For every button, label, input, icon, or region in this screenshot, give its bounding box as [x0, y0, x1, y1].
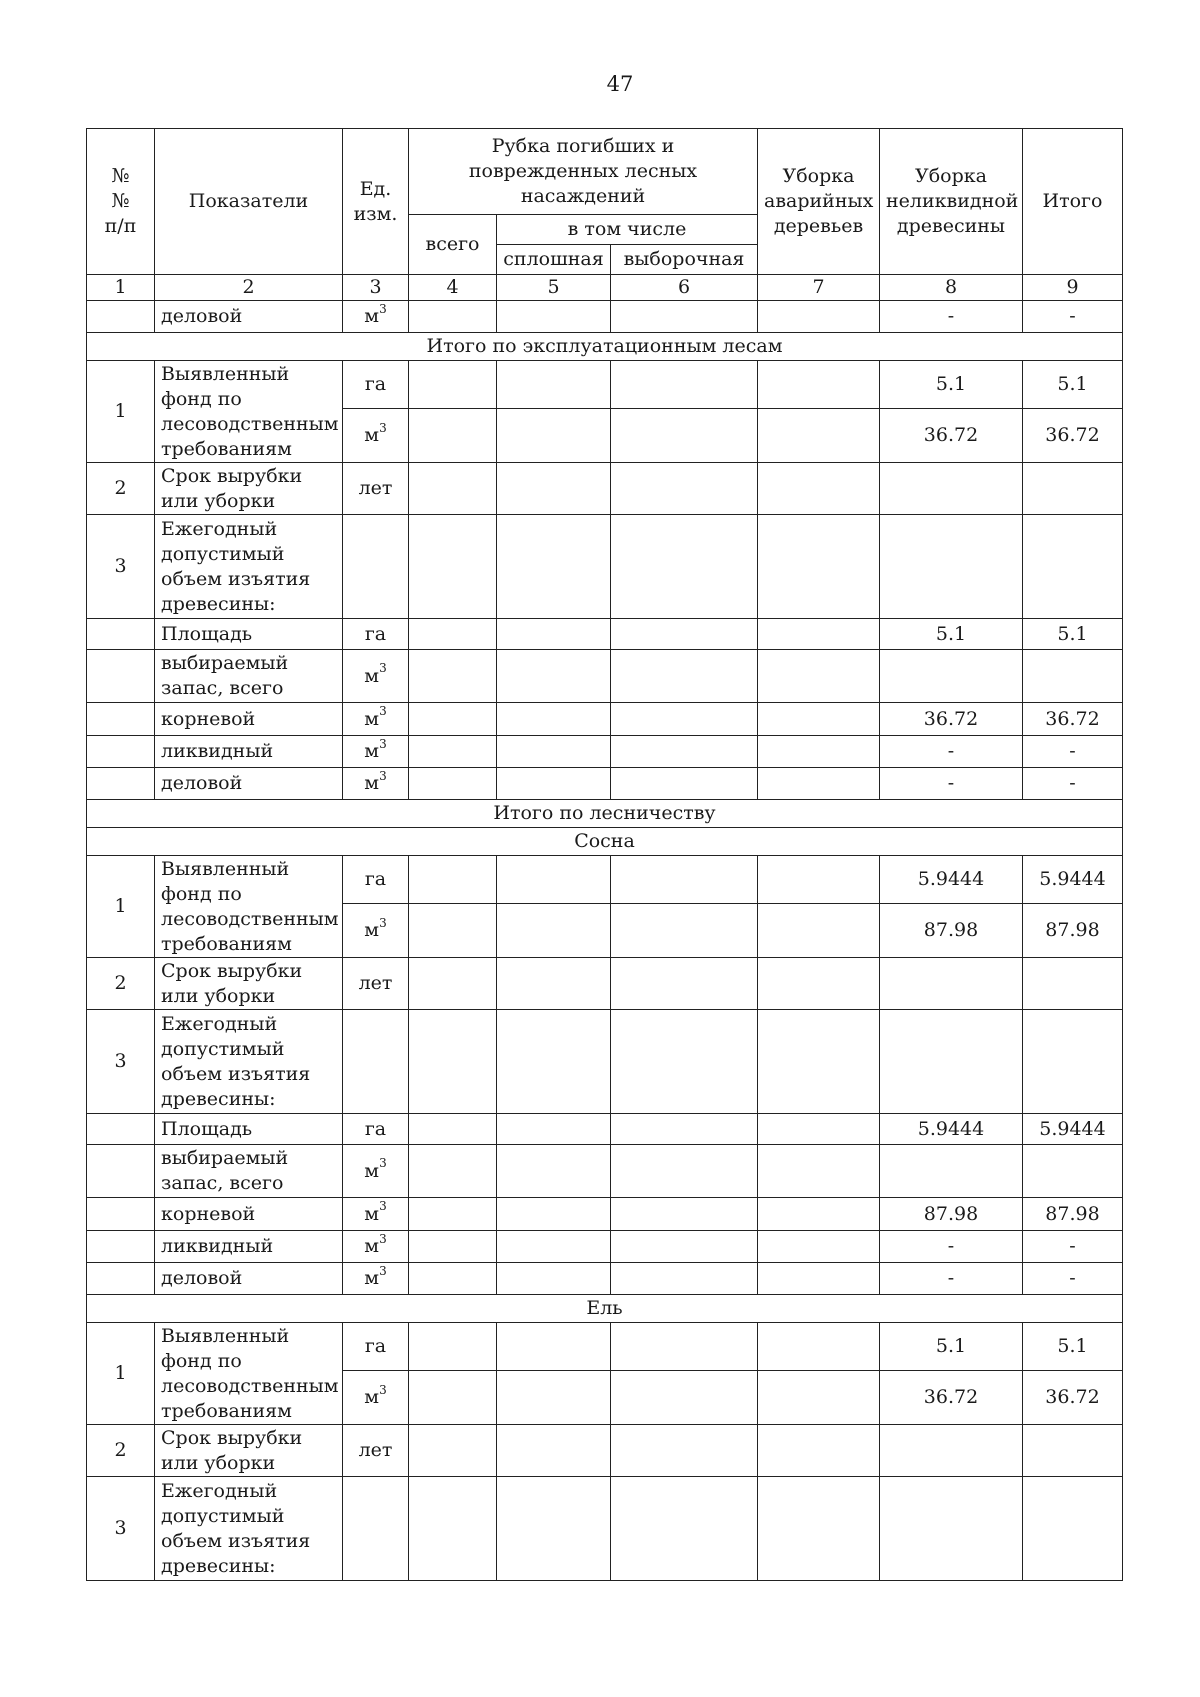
value-cell: 36.72 — [1023, 1371, 1123, 1425]
unit-cell: га — [343, 1323, 409, 1371]
row-label: корневой — [155, 1198, 343, 1231]
header-unit: Ед. изм. — [343, 129, 409, 275]
row-label: выбираемый запас, всего — [155, 650, 343, 703]
header-clear: сплошная — [497, 245, 611, 275]
row-number: 2 — [87, 463, 155, 515]
unit-cell: $м^3$ — [343, 1198, 409, 1231]
value-cell: - — [880, 736, 1023, 768]
row-number: 2 — [87, 1425, 155, 1477]
value-cell: 87.98 — [880, 904, 1023, 958]
unit-cell: лет — [343, 463, 409, 515]
unit-cell: $м^3$ — [343, 1371, 409, 1425]
col-number: 1 — [87, 275, 155, 301]
row-label: ликвидный — [155, 736, 343, 768]
row-label: Выявленный фонд по лесоводственным требованиям — [155, 1323, 343, 1425]
header-felling-group: Рубка погибших и поврежденных лесных насаждений — [409, 129, 758, 215]
unit-cell: лет — [343, 1425, 409, 1477]
header-nonliquid-wood: Уборка неликвидной древесины — [880, 129, 1023, 275]
value-cell: 5.1 — [1023, 361, 1123, 409]
col-number: 2 — [155, 275, 343, 301]
page-number: 47 — [606, 72, 634, 96]
row-label: Выявленный фонд по лесоводственным требованиям — [155, 856, 343, 958]
value-cell: 5.1 — [880, 619, 1023, 650]
row-label: Площадь — [155, 619, 343, 650]
unit-cell: га — [343, 1114, 409, 1145]
unit-cell: лет — [343, 958, 409, 1010]
value-cell: 5.1 — [880, 1323, 1023, 1371]
header-total: Итого — [1023, 129, 1123, 275]
unit-cell: $м^3$ — [343, 736, 409, 768]
value-cell: 36.72 — [880, 703, 1023, 736]
row-number: 3 — [87, 1010, 155, 1114]
unit-cell: $м^3$ — [343, 1231, 409, 1263]
value-cell: 5.9444 — [1023, 856, 1123, 904]
section-title: Итого по эксплуатационным лесам — [87, 333, 1123, 361]
value-cell: - — [1023, 736, 1123, 768]
value-cell: 36.72 — [1023, 703, 1123, 736]
unit-cell: $м^3$ — [343, 301, 409, 333]
col-number: 4 — [409, 275, 497, 301]
header-all: всего — [409, 215, 497, 275]
value-cell: - — [880, 1231, 1023, 1263]
col-number: 6 — [611, 275, 758, 301]
row-label: Срок вырубки или уборки — [155, 1425, 343, 1477]
row-number: 3 — [87, 1477, 155, 1581]
value-cell: 5.9444 — [880, 1114, 1023, 1145]
header-number: № № п/п — [87, 129, 155, 275]
row-number: 2 — [87, 958, 155, 1010]
unit-cell: $м^3$ — [343, 409, 409, 463]
header-emergency-trees: Уборка аварийных деревьев — [758, 129, 880, 275]
value-cell: - — [1023, 1263, 1123, 1295]
unit-cell: $м^3$ — [343, 768, 409, 800]
row-label: деловой — [155, 1263, 343, 1295]
unit-cell: $м^3$ — [343, 1145, 409, 1198]
value-cell: 36.72 — [1023, 409, 1123, 463]
value-cell: 87.98 — [1023, 1198, 1123, 1231]
value-cell: 36.72 — [880, 1371, 1023, 1425]
row-label: выбираемый запас, всего — [155, 1145, 343, 1198]
forestry-table — [86, 128, 1123, 1581]
value-cell: 5.1 — [880, 361, 1023, 409]
row-label: ликвидный — [155, 1231, 343, 1263]
section-subtitle: Сосна — [87, 828, 1123, 856]
header-selective: выборочная — [611, 245, 758, 275]
value-cell: - — [880, 301, 1023, 333]
unit-cell: $м^3$ — [343, 703, 409, 736]
row-number: 3 — [87, 515, 155, 619]
row-number: 1 — [87, 1323, 155, 1425]
row-label: Срок вырубки или уборки — [155, 958, 343, 1010]
unit-cell: га — [343, 619, 409, 650]
value-cell: - — [880, 1263, 1023, 1295]
unit-cell: $м^3$ — [343, 1263, 409, 1295]
row-label: Ежегодный допустимый объем изъятия древесины: — [155, 1477, 343, 1581]
value-cell: - — [880, 768, 1023, 800]
value-cell: 87.98 — [1023, 904, 1123, 958]
col-number: 3 — [343, 275, 409, 301]
value-cell: - — [1023, 768, 1123, 800]
value-cell: - — [1023, 301, 1123, 333]
value-cell: 5.9444 — [1023, 1114, 1123, 1145]
unit-cell: $м^3$ — [343, 650, 409, 703]
section-subtitle: Ель — [87, 1295, 1123, 1323]
col-number: 8 — [880, 275, 1023, 301]
unit-cell: га — [343, 856, 409, 904]
value-cell: 5.9444 — [880, 856, 1023, 904]
unit-cell: $м^3$ — [343, 904, 409, 958]
value-cell: 5.1 — [1023, 619, 1123, 650]
value-cell: - — [1023, 1231, 1123, 1263]
row-label: корневой — [155, 703, 343, 736]
value-cell: 87.98 — [880, 1198, 1023, 1231]
value-cell: 5.1 — [1023, 1323, 1123, 1371]
row-label: Ежегодный допустимый объем изъятия древесины: — [155, 1010, 343, 1114]
row-label: Выявленный фонд по лесоводственным требованиям — [155, 361, 343, 463]
row-number: 1 — [87, 361, 155, 463]
row-label: деловой — [155, 768, 343, 800]
value-cell: 36.72 — [880, 409, 1023, 463]
row-number: 1 — [87, 856, 155, 958]
row-label: Срок вырубки или уборки — [155, 463, 343, 515]
row-label: Площадь — [155, 1114, 343, 1145]
col-number: 5 — [497, 275, 611, 301]
unit-cell: га — [343, 361, 409, 409]
row-label: Ежегодный допустимый объем изъятия древесины: — [155, 515, 343, 619]
col-number: 9 — [1023, 275, 1123, 301]
section-title: Итого по лесничеству — [87, 800, 1123, 828]
header-indicators: Показатели — [155, 129, 343, 275]
row-label: деловой — [155, 301, 343, 333]
header-including: в том числе — [497, 215, 758, 245]
col-number: 7 — [758, 275, 880, 301]
